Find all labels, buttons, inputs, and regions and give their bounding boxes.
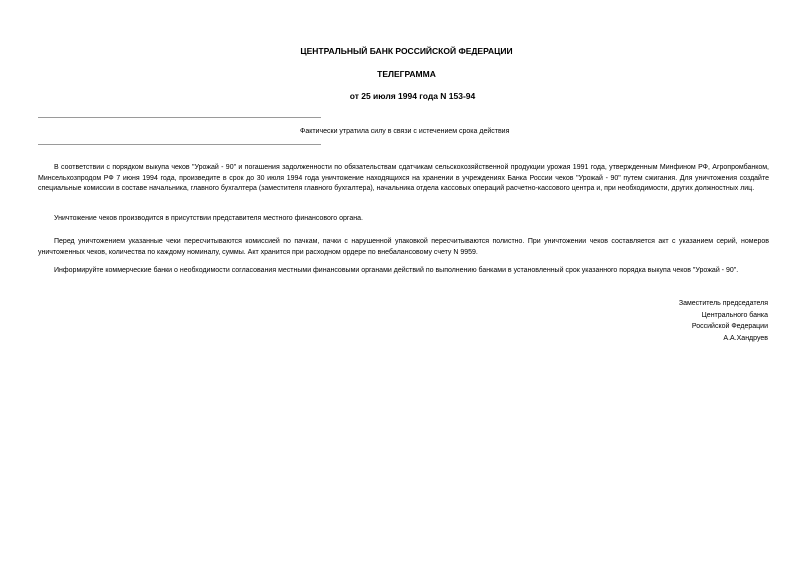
signatory-name: А.А.Хандруев: [723, 334, 768, 342]
signature-block: [679, 298, 768, 344]
issuer-heading: ЦЕНТРАЛЬНЫЙ БАНК РОССИЙСКОЙ ФЕДЕРАЦИИ: [300, 46, 513, 56]
signatory-position: Заместитель председателя: [678, 300, 768, 307]
paragraph-inform-banks: Информируйте коммерческие банки о необходимости согласования местными финансовыми органами действий по выполнению банками в установленный срок указанного порядка выкупа чеков "Урожай - 90".: [54, 267, 739, 274]
signatory-country: Российской Федерации: [691, 323, 768, 330]
paragraph-destruction-order: В соответствии с порядком выкупа чеков "Урожай - 90" и погашения задолженности по обязательствам сдатчикам сельскохозяйственной продукции урожая 1991 года, утвержденным Минфином РФ, Агропромбанком, Минсельхозпродом РФ 7 июня 1994 года, произведите в срок до 30 июля 1994 года уничтожение находящихся на хранении в учреждениях Банка России чеков "Урожай - 90" путем сжигания. Для уничтожения создайте специальные комиссии в составе начальника, главного бухгалтера (заместителя главного бухгалтера), начальника отдела кассовых операций расчетно-кассового центра и, при необходимости, других должностных лиц.: [38, 164, 769, 192]
paragraph-finance-representative: Уничтожение чеков производится в присутствии представителя местного финансового органа.: [54, 215, 363, 222]
separator-line-top: [38, 117, 321, 118]
validity-status-note: Фактически утратила силу в связи с истечением срока действия: [300, 128, 510, 135]
separator-line-bottom: [38, 144, 321, 145]
document-type-heading: ТЕЛЕГРАММА: [377, 69, 436, 79]
signatory-organization: Центрального банка: [701, 311, 768, 319]
paragraph-counting-procedure: Перед уничтожением указанные чеки пересчитываются комиссией по пачкам, пачки с нарушенной упаковкой пересчитываются полистно. При уничтожении чеков составляется акт с указанием серий, номеров уничтоженных чеков, количества по каждому номиналу, суммы. Акт хранится при расходном ордере по внебалансовому счету N 9959.: [38, 238, 769, 256]
document-date-number: от 25 июля 1994 года N 153-94: [349, 91, 476, 101]
